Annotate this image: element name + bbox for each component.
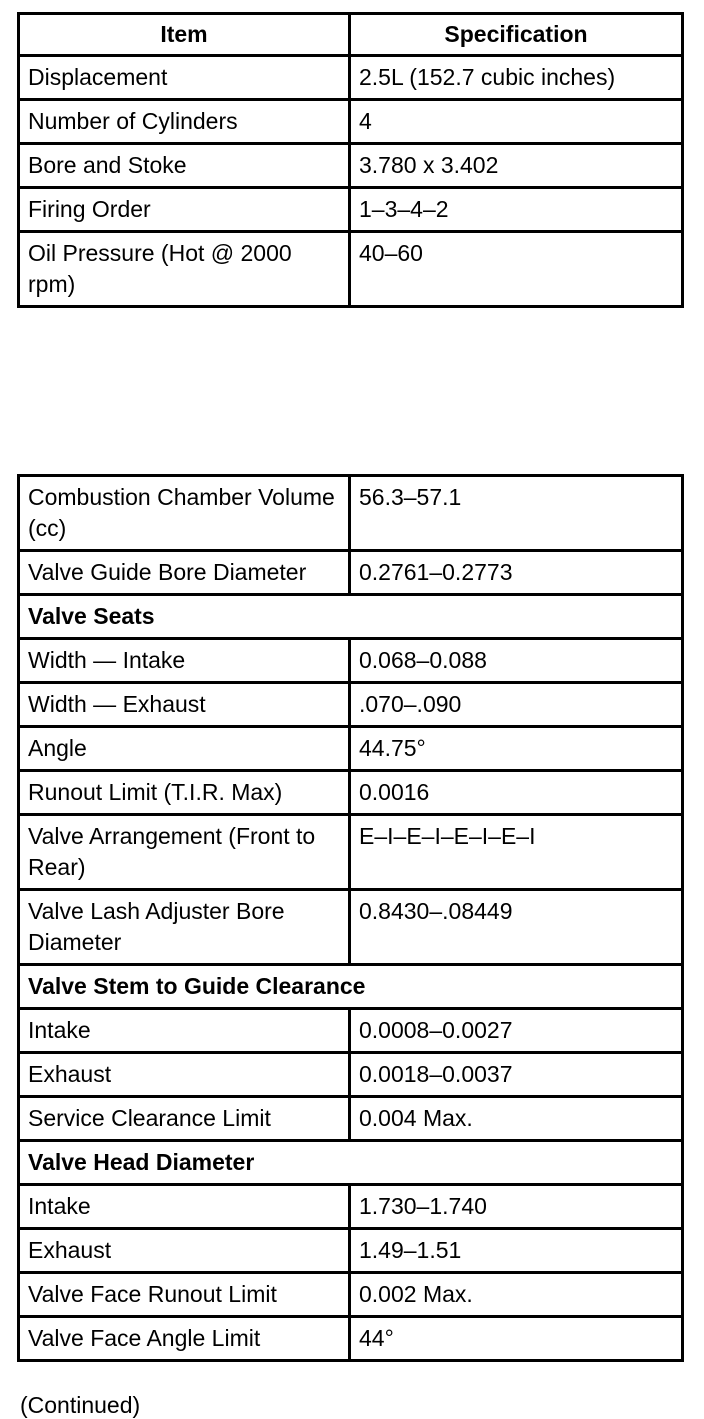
table-row <box>19 1053 683 1097</box>
table-row <box>19 890 683 965</box>
specification-cell: 0.0018–0.0037 <box>350 1053 683 1097</box>
specification-cell: 0.2761–0.2773 <box>350 551 683 595</box>
valve-spec-table <box>17 474 684 1362</box>
engine-spec-table <box>17 12 684 308</box>
specification-cell: E–I–E–I–E–I–E–I <box>350 815 683 890</box>
item-cell: Width — Exhaust <box>19 683 350 727</box>
item-cell: Intake <box>19 1009 350 1053</box>
table-row <box>19 771 683 815</box>
specification-cell: .070–.090 <box>350 683 683 727</box>
table-row <box>19 1097 683 1141</box>
table-row <box>19 551 683 595</box>
table-row <box>19 683 683 727</box>
table-row <box>19 639 683 683</box>
specification-cell: 1.730–1.740 <box>350 1185 683 1229</box>
item-cell: Angle <box>19 727 350 771</box>
item-cell: Intake <box>19 1185 350 1229</box>
table-row <box>19 1273 683 1317</box>
table-row <box>19 1185 683 1229</box>
item-cell: Exhaust <box>19 1053 350 1097</box>
section-row <box>19 595 683 639</box>
specification-cell: 2.5L (152.7 cubic inches) <box>350 56 683 100</box>
table-row <box>19 815 683 890</box>
table-row <box>19 1229 683 1273</box>
specification-cell: 0.0016 <box>350 771 683 815</box>
column-header-specification: Specification <box>350 14 683 56</box>
item-cell: Number of Cylinders <box>19 100 350 144</box>
item-cell: Combustion Chamber Volume (cc) <box>19 476 350 551</box>
specification-cell: 1–3–4–2 <box>350 188 683 232</box>
section-heading: Valve Seats <box>19 595 683 639</box>
column-header-item: Item <box>19 14 350 56</box>
item-cell: Exhaust <box>19 1229 350 1273</box>
item-cell: Firing Order <box>19 188 350 232</box>
table-row <box>19 727 683 771</box>
item-cell: Oil Pressure (Hot @ 2000 rpm) <box>19 232 350 307</box>
section-heading: Valve Head Diameter <box>19 1141 683 1185</box>
item-cell: Valve Face Runout Limit <box>19 1273 350 1317</box>
table-row <box>19 1009 683 1053</box>
item-cell: Valve Face Angle Limit <box>19 1317 350 1361</box>
section-heading: Valve Stem to Guide Clearance <box>19 965 683 1009</box>
section-row <box>19 965 683 1009</box>
item-cell: Valve Arrangement (Front to Rear) <box>19 815 350 890</box>
item-cell: Bore and Stoke <box>19 144 350 188</box>
table-row <box>19 56 683 100</box>
table-row <box>19 144 683 188</box>
item-cell: Valve Lash Adjuster Bore Diameter <box>19 890 350 965</box>
table-header-row <box>19 14 683 56</box>
specification-cell: 1.49–1.51 <box>350 1229 683 1273</box>
item-cell: Runout Limit (T.I.R. Max) <box>19 771 350 815</box>
specification-cell: 0.8430–.08449 <box>350 890 683 965</box>
specification-cell: 44° <box>350 1317 683 1361</box>
table-row <box>19 1317 683 1361</box>
continued-note: (Continued) <box>20 1392 141 1418</box>
specification-cell: 0.0008–0.0027 <box>350 1009 683 1053</box>
specification-cell: 56.3–57.1 <box>350 476 683 551</box>
item-cell: Width — Intake <box>19 639 350 683</box>
specification-cell: 40–60 <box>350 232 683 307</box>
table-row <box>19 100 683 144</box>
item-cell: Displacement <box>19 56 350 100</box>
specification-cell: 3.780 x 3.402 <box>350 144 683 188</box>
specification-cell: 4 <box>350 100 683 144</box>
specification-cell: 44.75° <box>350 727 683 771</box>
specification-cell: 0.002 Max. <box>350 1273 683 1317</box>
item-cell: Service Clearance Limit <box>19 1097 350 1141</box>
table-row <box>19 232 683 307</box>
specification-cell: 0.068–0.088 <box>350 639 683 683</box>
specification-cell: 0.004 Max. <box>350 1097 683 1141</box>
table-row <box>19 476 683 551</box>
item-cell: Valve Guide Bore Diameter <box>19 551 350 595</box>
table-row <box>19 188 683 232</box>
section-row <box>19 1141 683 1185</box>
